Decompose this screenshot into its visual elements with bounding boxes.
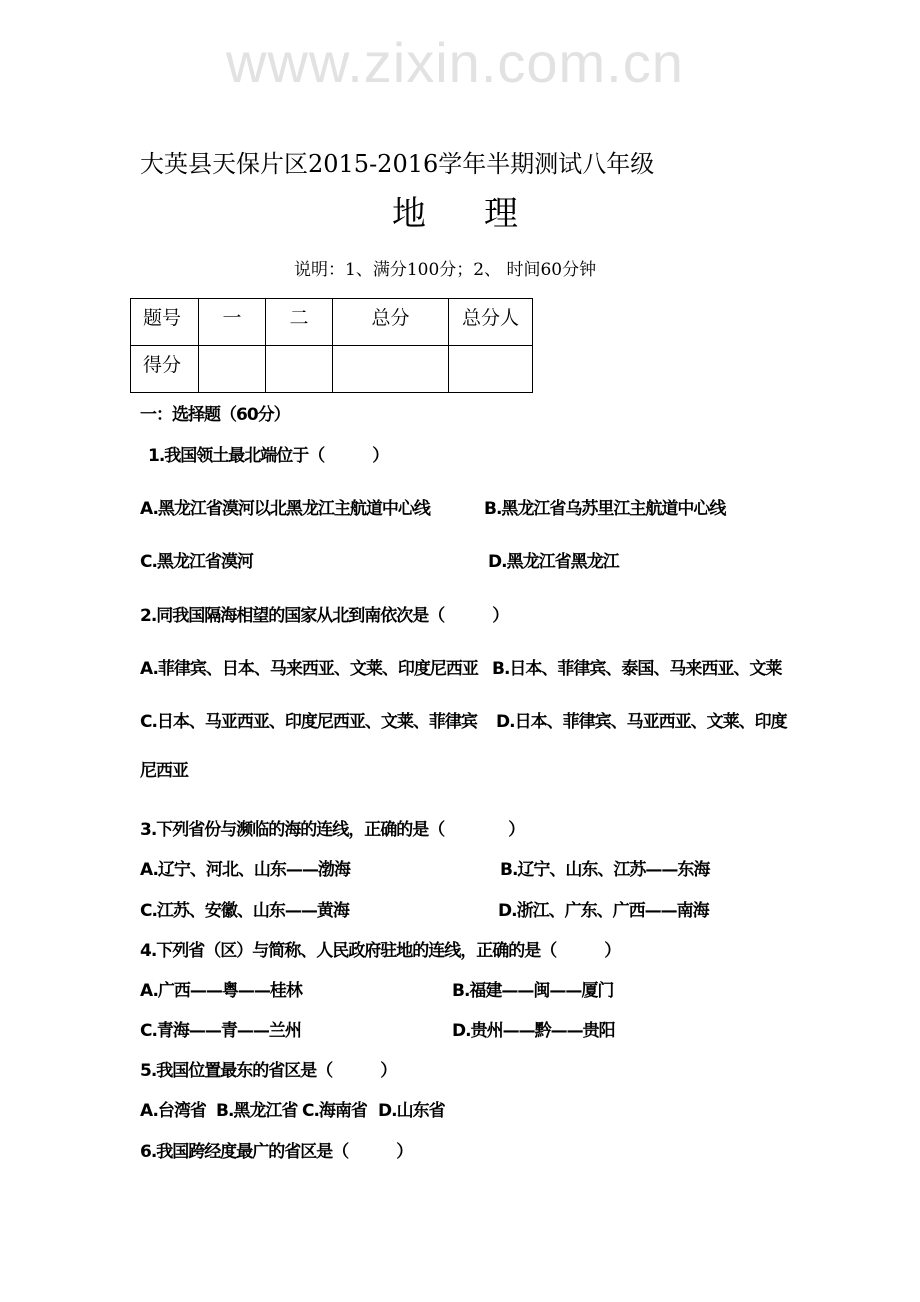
option-d: D.贵州——黔——贵阳 <box>452 1021 615 1041</box>
option-d: D.山东省 <box>378 1101 445 1121</box>
option-d: D.浙江、广东、广西——南海 <box>498 901 709 921</box>
question-stem: 6.我国跨经度最广的省区是（ ） <box>140 1142 413 1162</box>
table-header: 一 <box>199 299 266 346</box>
question-stem: 5.我国位置最东的省区是（ ） <box>140 1061 397 1081</box>
question-stem: 4.下列省（区）与简称、人民政府驻地的连线，正确的是（ ） <box>140 941 621 961</box>
option-c: C.青海——青——兰州 <box>140 1021 301 1041</box>
option-c: C.海南省 <box>302 1101 367 1121</box>
option-b: B.福建——闽——厦门 <box>452 981 614 1001</box>
score-table <box>130 298 533 393</box>
subject-title: 地理 <box>392 194 576 234</box>
table-header: 总分 <box>333 299 449 346</box>
exam-note: 说明：1、满分100分；2、 时间60分钟 <box>294 260 597 280</box>
table-header: 二 <box>266 299 333 346</box>
option-c: C.江苏、安徽、山东——黄海 <box>140 901 349 921</box>
option-d: D.日本、菲律宾、马亚西亚、文莱、印度 <box>496 712 787 732</box>
score-cell <box>333 346 449 393</box>
score-cell <box>199 346 266 393</box>
question-stem: 3.下列省份与濒临的海的连线，正确的是（ ） <box>140 820 525 840</box>
option-b: B.日本、菲律宾、泰国、马来西亚、文莱 <box>492 659 782 679</box>
table-row <box>131 299 533 346</box>
exam-title: 大英县天保片区2015-2016学年半期测试八年级 <box>140 150 655 178</box>
section-heading: 一：选择题（60分） <box>140 405 290 425</box>
option-c: C.黑龙江省漠河 <box>140 552 253 572</box>
row-label: 得分 <box>131 346 199 393</box>
option-a: A.台湾省 <box>140 1101 206 1121</box>
option-a: A.黑龙江省漠河以北黑龙江主航道中心线 <box>140 499 430 519</box>
score-cell <box>449 346 533 393</box>
table-row <box>131 346 533 393</box>
option-c: C.日本、马亚西亚、印度尼西亚、文莱、菲律宾 <box>140 712 477 732</box>
table-header: 题号 <box>131 299 199 346</box>
option-b: B.黑龙江省乌苏里江主航道中心线 <box>484 499 726 519</box>
question-stem: 1.我国领土最北端位于（ ） <box>148 446 389 466</box>
option-d: D.黑龙江省黑龙江 <box>488 552 619 572</box>
watermark: www.zixin.com.cn <box>226 31 684 94</box>
option-a: A.辽宁、河北、山东——渤海 <box>140 860 350 880</box>
option-b: B.黑龙江省 <box>216 1101 298 1121</box>
question-stem: 2.同我国隔海相望的国家从北到南依次是（ ） <box>140 606 509 626</box>
option-a: A.菲律宾、日本、马来西亚、文莱、印度尼西亚 <box>140 659 478 679</box>
option-d-continued: 尼西亚 <box>140 761 188 781</box>
option-b: B.辽宁、山东、江苏——东海 <box>500 860 710 880</box>
score-cell <box>266 346 333 393</box>
option-a: A.广西——粤——桂林 <box>140 981 302 1001</box>
table-header: 总分人 <box>449 299 533 346</box>
